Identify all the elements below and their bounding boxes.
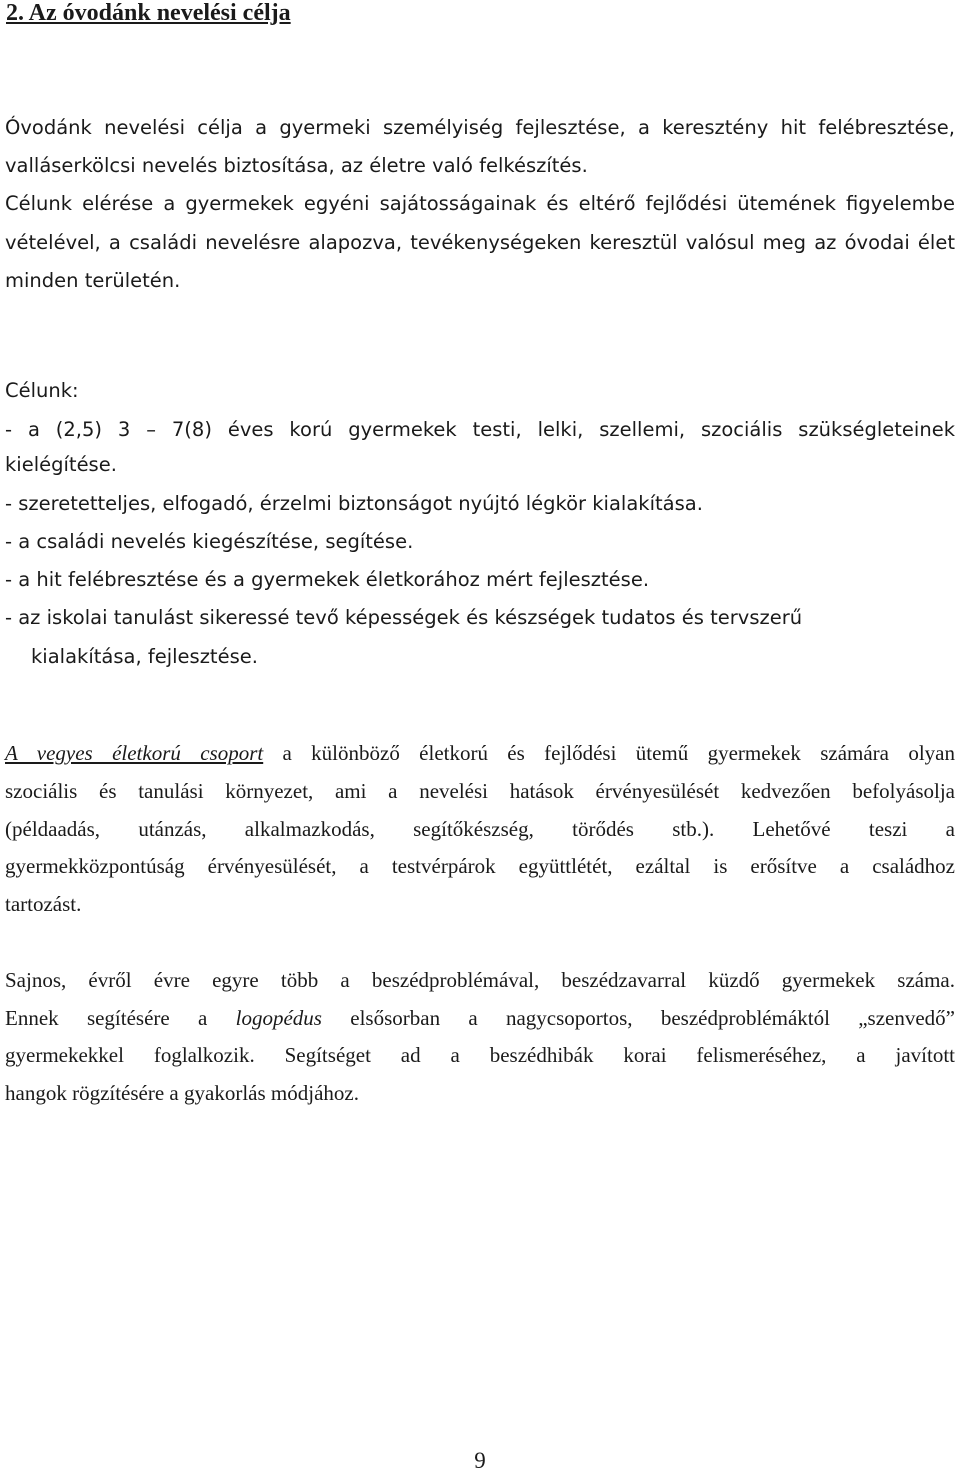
text-line: Célunk elérése a gyermekek egyéni sajátosságainak és eltérő fejlődési ütemének figyelembe	[5, 192, 955, 215]
page-number: 9	[474, 1448, 486, 1473]
text-span: a különböző életkorú és fejlődési ütemű gyermekek számára olyan	[263, 741, 955, 765]
text-line: minden területén.	[5, 269, 181, 292]
list-item: - a hit felébresztése és a gyermekek életkorához mért fejlesztése.	[5, 568, 650, 591]
text-line: hangok rögzítésére a gyakorlás módjához.	[5, 1081, 359, 1105]
text-line: gyermekközpontúság érvényesülését, a testvérpárok együttlétét, ezáltal is erősítve a családhoz	[5, 854, 955, 878]
list-item-continuation: kielégítése.	[5, 453, 117, 476]
text-line: Óvodánk nevelési célja a gyermeki személyiség fejlesztése, a keresztény hit felébresztése,	[5, 116, 955, 139]
text-line: valláserkölcsi nevelés biztosítása, az életre való felkészítés.	[5, 154, 588, 177]
text-line: gyermekekkel foglalkozik. Segítséget ad a beszédhibák korai felismeréséhez, a javított	[5, 1043, 955, 1067]
list-item: - szeretetteljes, elfogadó, érzelmi biztonságot nyújtó légkör kialakítása.	[5, 492, 703, 515]
text-line	[5, 1004, 955, 1032]
list-item: - a családi nevelés kiegészítése, segítése.	[5, 530, 414, 553]
emphasized-term: A vegyes életkorú csoport	[5, 741, 264, 765]
text-line: tartozást.	[5, 892, 82, 916]
emphasized-term: logopédus	[235, 1006, 322, 1030]
list-item: - a (2,5) 3 – 7(8) éves korú gyermekek testi, lelki, szellemi, szociális szükségleteinek	[5, 418, 955, 441]
text-span: Ennek segítésére a	[5, 1006, 236, 1030]
list-item-continuation: kialakítása, fejlesztése.	[31, 645, 258, 668]
text-line: Sajnos, évről évre egyre több a beszédproblémával, beszédzavarral küzdő gyermekek száma.	[5, 968, 955, 992]
text-line: (példaadás, utánzás, alkalmazkodás, segítőkészség, törődés stb.). Lehetővé teszi a	[5, 817, 955, 841]
list-item: - az iskolai tanulást sikeressé tevő képességek és készségek tudatos és tervszerű	[5, 606, 803, 629]
text-line: vételével, a családi nevelésre alapozva, tevékenységeken keresztül valósul meg az óvodai élet	[5, 231, 955, 254]
text-line	[5, 739, 955, 767]
text-span: elsősorban a nagycsoportos, beszédproblémáktól „szenvedő”	[321, 1006, 955, 1030]
goals-title: Célunk:	[5, 379, 79, 402]
text-line: szociális és tanulási környezet, ami a nevelési hatások érvényesülését kedvezően befolyásolja	[5, 779, 955, 803]
section-heading: 2. Az óvodánk nevelési célja	[6, 0, 291, 26]
